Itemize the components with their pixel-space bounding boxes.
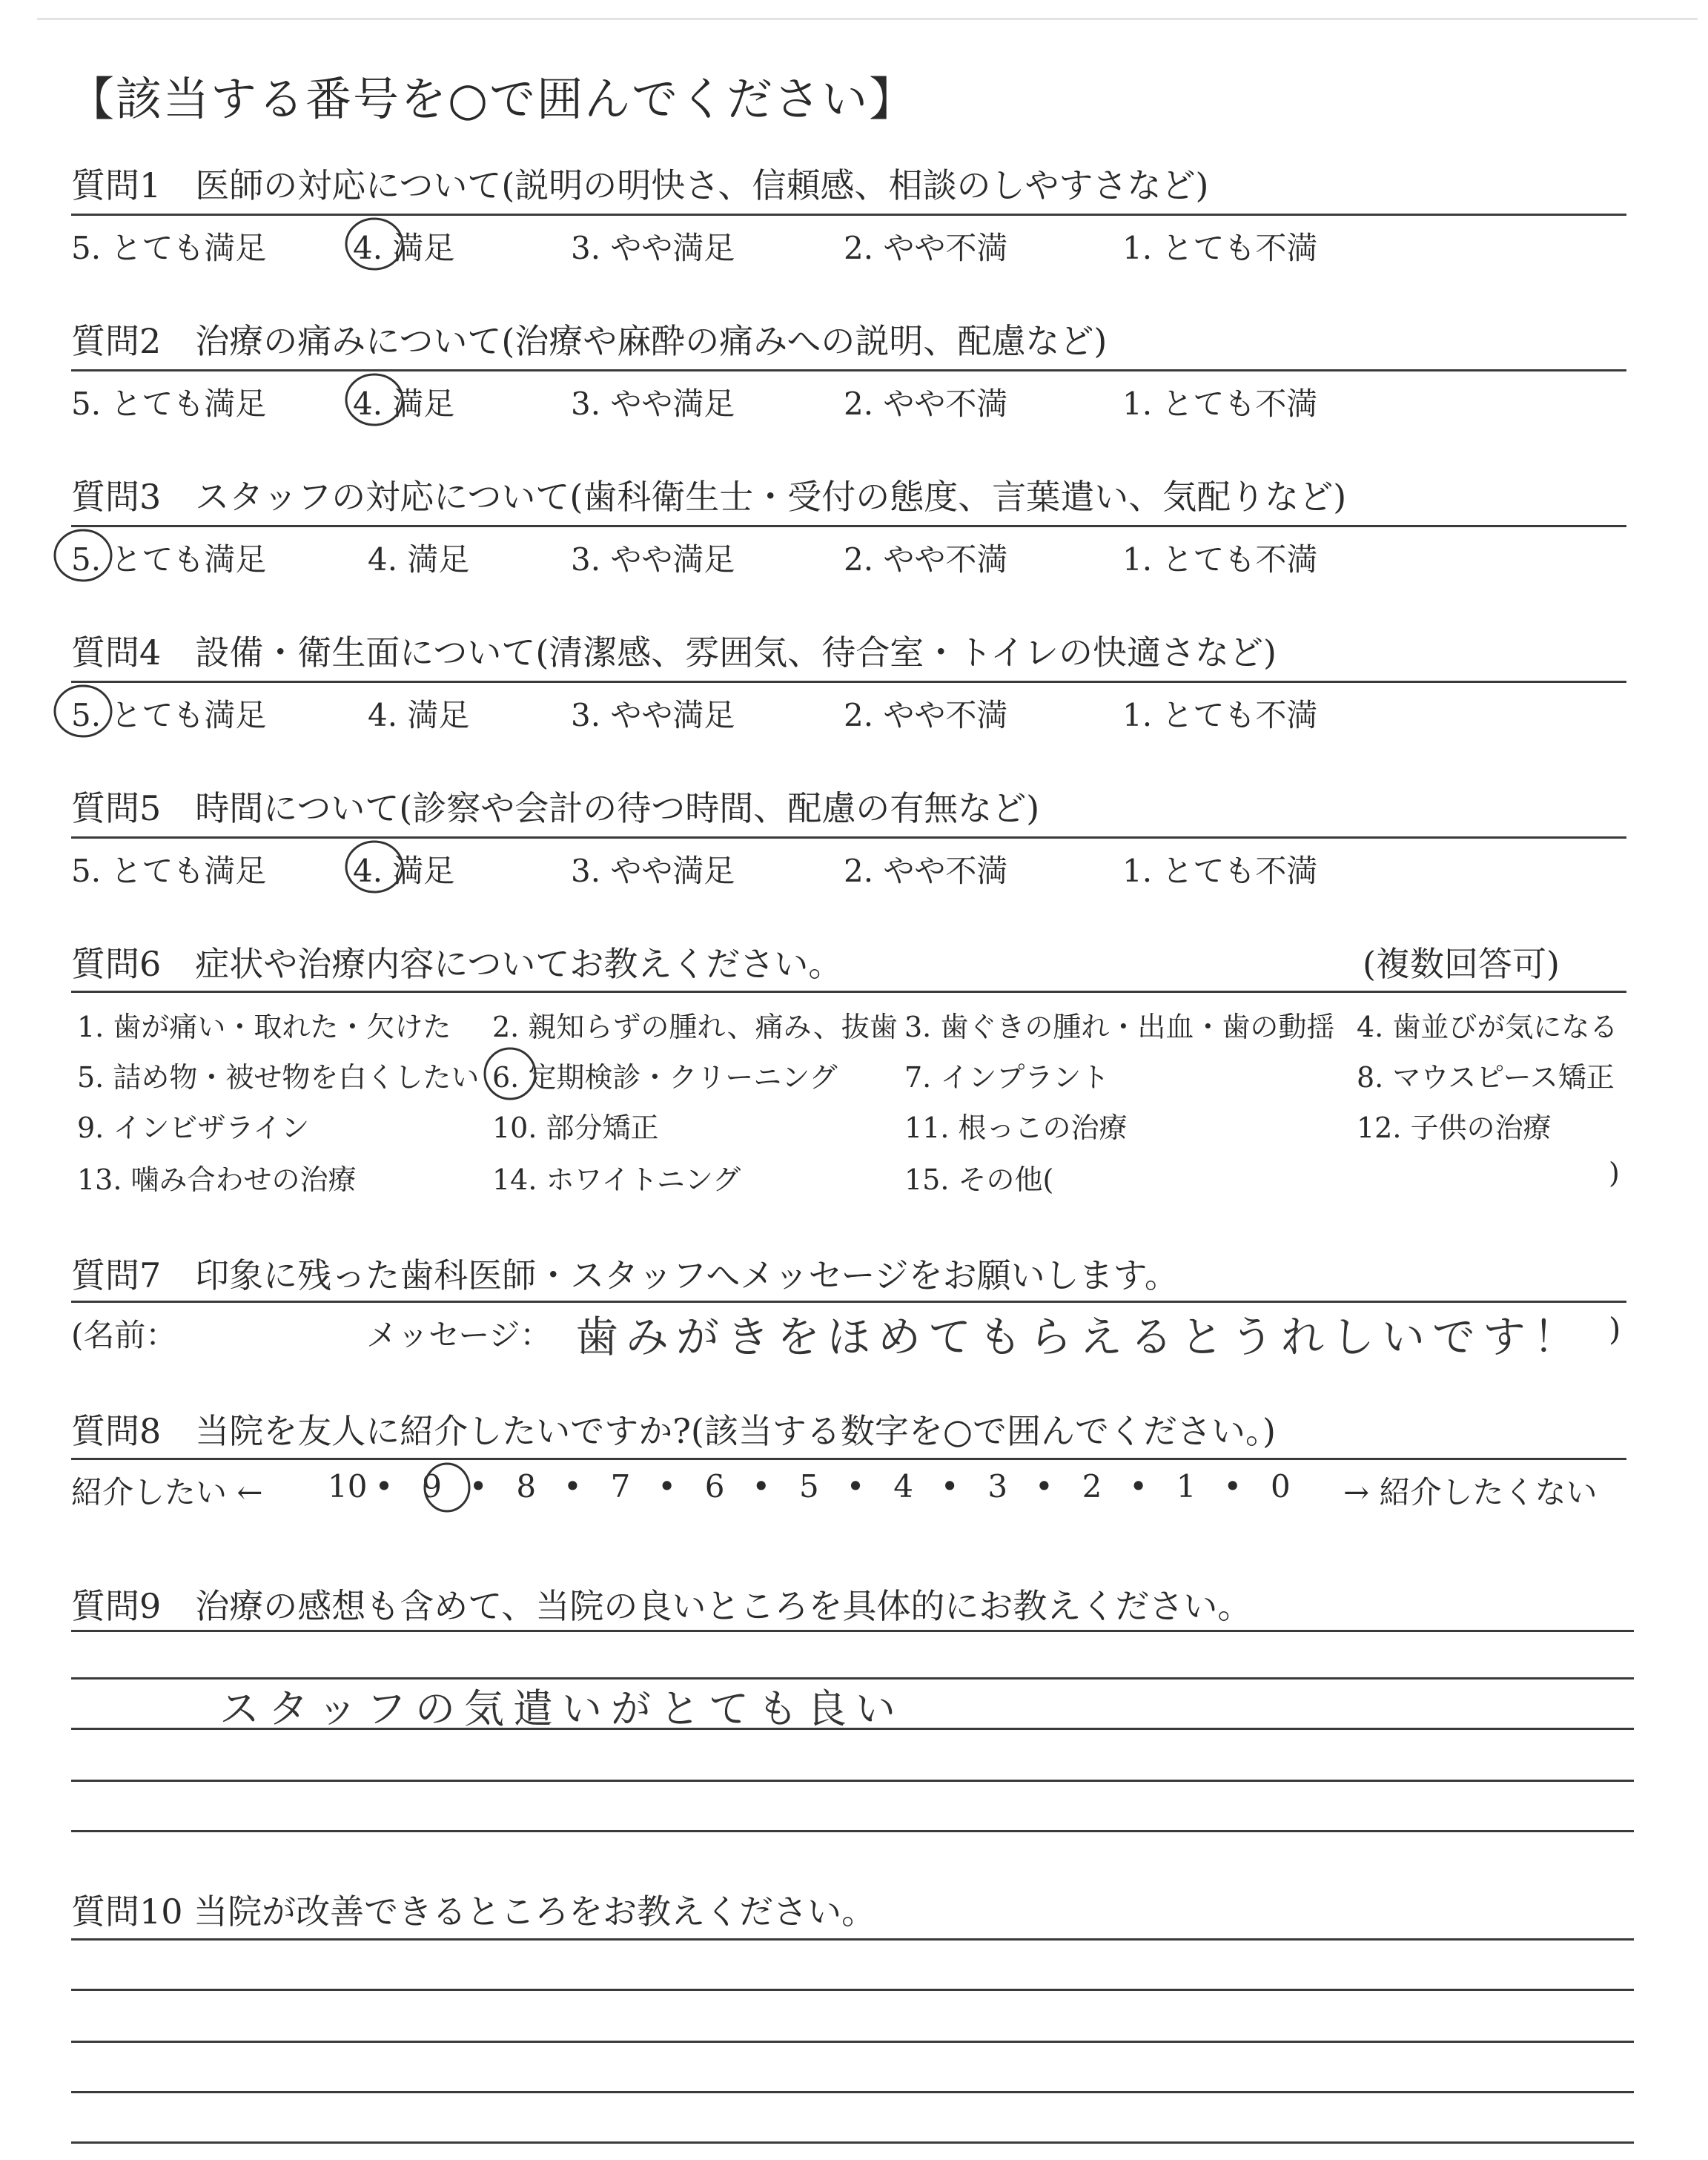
q3-title: 質問3 スタッフの対応について(歯科衛生士・受付の態度、言葉遣い、気配りなど): [71, 477, 1347, 517]
q8-scale-dot: •: [658, 1468, 676, 1505]
q3-selected-circle: [55, 530, 111, 581]
q6-option[interactable]: 15. その他(: [904, 1163, 1054, 1196]
q3-opt-3[interactable]: 3. やや満足: [571, 541, 735, 578]
q1-opt-3[interactable]: 3. やや満足: [571, 230, 735, 266]
q2-opt-1[interactable]: 1. とても不満: [1122, 386, 1318, 422]
q8-scale-value[interactable]: 10: [328, 1468, 368, 1505]
q8-scale-value[interactable]: 2: [1082, 1468, 1102, 1505]
q8-scale-dot: •: [1129, 1468, 1148, 1505]
q8-scale-dot: •: [752, 1468, 771, 1505]
q8-scale-dot: •: [940, 1468, 959, 1505]
q5-opt-5[interactable]: 5. とても満足: [71, 853, 267, 889]
q5-opt-3[interactable]: 3. やや満足: [571, 853, 735, 889]
q8-scale-value[interactable]: 3: [987, 1468, 1008, 1505]
q6-note: (複数回答可): [1363, 944, 1560, 984]
q8-scale-value[interactable]: 9: [422, 1468, 442, 1505]
q8-scale-dot: •: [563, 1468, 582, 1505]
q4-opt-1[interactable]: 1. とても不満: [1122, 697, 1318, 733]
q2-selected-circle: [346, 374, 403, 425]
q2-opt-3[interactable]: 3. やや満足: [571, 386, 735, 422]
q6-option[interactable]: 14. ホワイトニング: [492, 1163, 741, 1196]
q4-title: 質問4 設備・衛生面について(清潔感、雰囲気、待合室・トイレの快適さなど): [71, 633, 1277, 673]
q8-title: 質問8 当院を友人に紹介したいですか?(該当する数字を○で囲んでください。): [71, 1411, 1276, 1451]
q3-opt-5[interactable]: 5. とても満足: [71, 541, 267, 578]
form-header: 【該当する番号を○で囲んでください】: [68, 72, 917, 126]
q1-opt-5[interactable]: 5. とても満足: [71, 230, 267, 266]
q2-opt-4[interactable]: 4. 満足: [353, 386, 455, 422]
q6-selected-circle: [485, 1048, 535, 1099]
q9-answer-handwritten[interactable]: スタッフの気遣いがとても良い: [219, 1685, 904, 1732]
q8-scale-value[interactable]: 1: [1176, 1468, 1196, 1505]
q8-scale-value[interactable]: 5: [799, 1468, 819, 1505]
q6-option[interactable]: 3. 歯ぐきの腫れ・出血・歯の動揺: [904, 1011, 1335, 1043]
q5-selected-circle: [346, 842, 403, 892]
q7-message-handwritten[interactable]: 歯みがきをほめてもらえるとうれしいです！: [575, 1312, 1584, 1362]
q8-selected-circle: [425, 1464, 469, 1511]
q6-option[interactable]: 4. 歯並びが気になる: [1357, 1011, 1618, 1043]
q4-selected-circle: [55, 686, 111, 736]
q6-option[interactable]: 8. マウスピース矯正: [1357, 1061, 1615, 1094]
q7-message-label: メッセージ：: [366, 1317, 552, 1353]
q5-opt-4[interactable]: 4. 満足: [353, 853, 455, 889]
q6-option[interactable]: 12. 子供の治療: [1357, 1112, 1552, 1144]
q8-scale-dot: •: [1035, 1468, 1053, 1505]
q8-scale-value[interactable]: 4: [893, 1468, 913, 1505]
q2-title: 質問2 治療の痛みについて(治療や麻酔の痛みへの説明、配慮など): [71, 321, 1108, 361]
q6-option[interactable]: 13. 噛み合わせの治療: [77, 1163, 357, 1196]
q2-opt-5[interactable]: 5. とても満足: [71, 386, 267, 422]
q4-opt-5[interactable]: 5. とても満足: [71, 697, 267, 733]
q6-option[interactable]: 11. 根っこの治療: [904, 1112, 1128, 1144]
q2-opt-2[interactable]: 2. やや不満: [844, 386, 1008, 422]
q4-opt-4[interactable]: 4. 満足: [368, 697, 470, 733]
q6-option[interactable]: 6. 定期検診・クリーニング: [492, 1061, 838, 1094]
q7-name-label: (名前：: [71, 1317, 177, 1353]
q5-opt-2[interactable]: 2. やや不満: [844, 853, 1008, 889]
q8-right-label: → 紹介したくない: [1343, 1474, 1598, 1510]
q8-scale-value[interactable]: 6: [704, 1468, 725, 1505]
q6-option[interactable]: 10. 部分矯正: [492, 1112, 659, 1144]
q3-opt-1[interactable]: 1. とても不満: [1122, 541, 1318, 578]
q4-opt-3[interactable]: 3. やや満足: [571, 697, 735, 733]
q1-opt-1[interactable]: 1. とても不満: [1122, 230, 1318, 266]
q8-scale-dot: •: [374, 1468, 394, 1505]
q8-scale-dot: •: [1223, 1468, 1242, 1505]
q1-title: 質問1 医師の対応について(説明の明快さ、信頼感、相談のしやすさなど): [71, 165, 1209, 205]
q8-scale-dot: •: [469, 1468, 488, 1505]
q6-option[interactable]: 7. インプラント: [904, 1061, 1110, 1094]
q8-scale-value[interactable]: 7: [610, 1468, 631, 1505]
q8-scale-value[interactable]: 0: [1271, 1468, 1291, 1505]
q3-opt-4[interactable]: 4. 満足: [368, 541, 470, 578]
q8-scale-value[interactable]: 8: [516, 1468, 537, 1505]
q7-title: 質問7 印象に残った歯科医師・スタッフへメッセージをお願いします。: [71, 1255, 1179, 1295]
q4-opt-2[interactable]: 2. やや不満: [844, 697, 1008, 733]
q9-title: 質問9 治療の感想も含めて、当院の良いところを具体的にお教えください。: [71, 1586, 1252, 1626]
q6-option[interactable]: 1. 歯が痛い・取れた・欠けた: [77, 1011, 451, 1043]
q8-scale-dot: •: [846, 1468, 865, 1505]
q3-opt-2[interactable]: 2. やや不満: [844, 541, 1008, 578]
q6-option[interactable]: 9. インビザライン: [77, 1112, 310, 1144]
q1-opt-2[interactable]: 2. やや不満: [844, 230, 1008, 266]
q7-close: ): [1609, 1311, 1621, 1347]
q5-title: 質問5 時間について(診察や会計の待つ時間、配慮の有無など): [71, 788, 1040, 828]
q6-other-close: ): [1609, 1157, 1620, 1189]
q6-title: 質問6 症状や治療内容についてお教えください。: [71, 944, 843, 984]
q8-left-label: 紹介したい ←: [71, 1474, 263, 1510]
q6-option[interactable]: 2. 親知らずの腫れ、痛み、抜歯: [492, 1011, 898, 1043]
q5-opt-1[interactable]: 1. とても不満: [1122, 853, 1318, 889]
q10-title: 質問10 当院が改善できるところをお教えください。: [71, 1892, 876, 1932]
q1-opt-4[interactable]: 4. 満足: [353, 230, 455, 266]
q6-option[interactable]: 5. 詰め物・被せ物を白くしたい: [77, 1061, 480, 1094]
q1-selected-circle: [346, 219, 403, 269]
